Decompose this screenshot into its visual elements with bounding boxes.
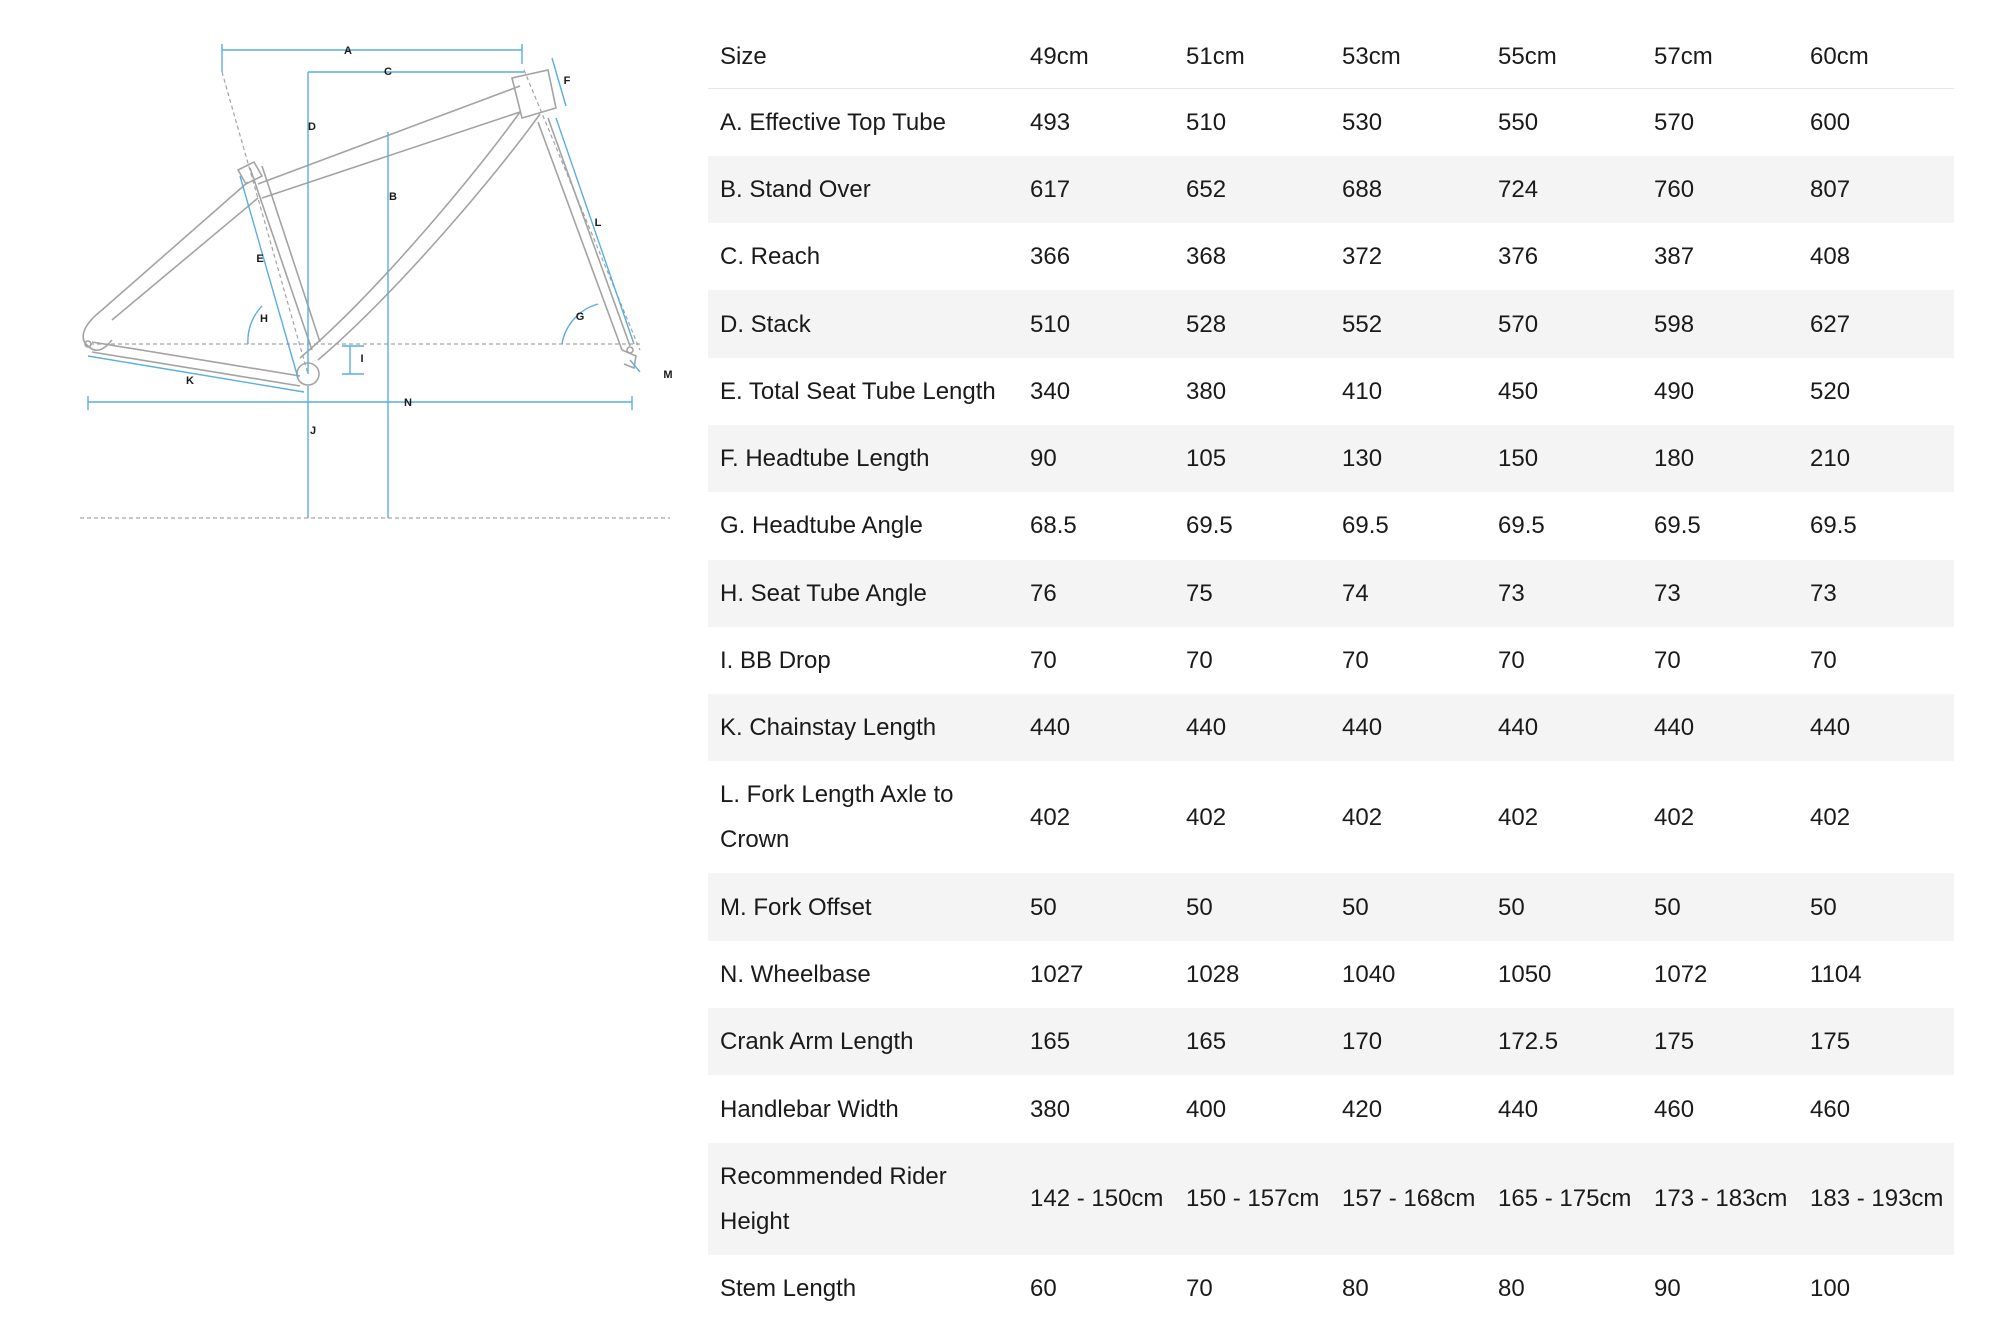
- marker-e: E: [256, 253, 264, 265]
- row-label: G. Headtube Angle: [720, 512, 923, 540]
- table-row: [708, 89, 1954, 156]
- header-49cm: 49cm: [1018, 24, 1174, 89]
- row-value: 440: [1498, 1095, 1539, 1123]
- row-value: 73: [1810, 579, 1837, 607]
- marker-k: K: [186, 375, 194, 387]
- row-value: 80: [1342, 1274, 1369, 1302]
- row-value: 402: [1342, 803, 1383, 831]
- row-value: 1072: [1654, 960, 1708, 988]
- row-value: 73: [1654, 579, 1681, 607]
- table-row: [708, 694, 1954, 761]
- row-value: 570: [1654, 108, 1695, 136]
- row-value: 617: [1030, 175, 1071, 203]
- table-row: [708, 560, 1954, 627]
- geometry-table: [708, 24, 1954, 1322]
- row-label: F. Headtube Length: [720, 445, 930, 473]
- marker-l: L: [594, 217, 602, 229]
- row-value: 520: [1810, 377, 1851, 405]
- row-value: 440: [1810, 714, 1851, 742]
- row-value: 73: [1498, 579, 1525, 607]
- row-value: 376: [1498, 243, 1539, 271]
- row-value: 76: [1030, 579, 1057, 607]
- row-value: 402: [1030, 803, 1071, 831]
- row-value: 440: [1030, 714, 1071, 742]
- row-value: 408: [1810, 243, 1851, 271]
- row-value: 460: [1810, 1095, 1851, 1123]
- angle-h: [248, 306, 262, 344]
- row-value: 50: [1186, 893, 1213, 921]
- row-value: 380: [1186, 377, 1227, 405]
- row-value: 69.5: [1186, 512, 1233, 540]
- table-row: [708, 761, 1954, 873]
- row-value: 400: [1186, 1095, 1227, 1123]
- row-value: 90: [1030, 445, 1057, 473]
- row-label: Handlebar Width: [720, 1095, 899, 1123]
- row-value: 1028: [1186, 960, 1240, 988]
- head-tube: [512, 70, 556, 118]
- row-value: 410: [1342, 377, 1383, 405]
- marker-j: J: [309, 425, 317, 437]
- row-value: 175: [1810, 1028, 1851, 1056]
- row-value: 510: [1186, 108, 1227, 136]
- row-value: 150: [1498, 445, 1539, 473]
- row-value: 60: [1030, 1274, 1057, 1302]
- header-57cm: 57cm: [1642, 24, 1798, 89]
- row-label: A. Effective Top Tube: [720, 108, 946, 136]
- row-label: N. Wheelbase: [720, 960, 871, 988]
- chain-stay: [92, 342, 300, 386]
- row-value: 70: [1498, 647, 1525, 675]
- row-value: 600: [1810, 108, 1851, 136]
- table-row: [708, 358, 1954, 425]
- marker-m: M: [663, 369, 673, 381]
- row-value: 340: [1030, 377, 1071, 405]
- row-label: B. Stand Over: [720, 175, 871, 203]
- table-row: [708, 941, 1954, 1008]
- table-row: [708, 1008, 1954, 1075]
- table-row: [708, 156, 1954, 223]
- row-value: 70: [1186, 647, 1213, 675]
- row-value: 50: [1342, 893, 1369, 921]
- row-label: C. Reach: [720, 243, 821, 271]
- row-value: 440: [1342, 714, 1383, 742]
- row-value: 440: [1186, 714, 1227, 742]
- row-value: 652: [1186, 175, 1227, 203]
- row-value: 387: [1654, 243, 1695, 271]
- marker-g: G: [575, 311, 585, 323]
- row-value: 1104: [1810, 960, 1862, 988]
- row-value: 70: [1810, 647, 1837, 675]
- row-value: 157 - 168cm: [1342, 1185, 1476, 1213]
- row-value: 105: [1186, 445, 1227, 473]
- row-value: 528: [1186, 310, 1227, 338]
- row-value: 420: [1342, 1095, 1383, 1123]
- row-value: 530: [1342, 108, 1383, 136]
- row-label: H. Seat Tube Angle: [720, 579, 927, 607]
- table-row: [708, 1075, 1954, 1142]
- row-value: 69.5: [1654, 512, 1701, 540]
- row-label: I. BB Drop: [720, 647, 831, 675]
- row-value: 70: [1030, 647, 1057, 675]
- row-value: 402: [1498, 803, 1539, 831]
- table-row: [708, 627, 1954, 694]
- row-value: 173 - 183cm: [1654, 1185, 1788, 1213]
- row-value: 440: [1654, 714, 1695, 742]
- row-value: 627: [1810, 310, 1851, 338]
- row-value: 552: [1342, 310, 1383, 338]
- row-value: 70: [1186, 1274, 1213, 1302]
- row-label: L. Fork Length Axle to Crown: [720, 781, 954, 854]
- row-value: 50: [1810, 893, 1837, 921]
- header-60cm: 60cm: [1798, 24, 1954, 89]
- row-value: 1050: [1498, 960, 1552, 988]
- row-label: K. Chainstay Length: [720, 714, 937, 742]
- seat-stay: [102, 182, 258, 320]
- row-value: 100: [1810, 1274, 1851, 1302]
- row-value: 50: [1654, 893, 1681, 921]
- row-value: 172.5: [1498, 1028, 1559, 1056]
- row-value: 183 - 193cm: [1810, 1185, 1944, 1213]
- dim-l: [556, 118, 634, 344]
- table-row: [708, 1255, 1954, 1322]
- down-tube: [300, 112, 540, 360]
- table-row: [708, 223, 1954, 290]
- marker-i: I: [360, 353, 364, 365]
- row-value: 440: [1498, 714, 1539, 742]
- row-label: E. Total Seat Tube Length: [720, 377, 996, 405]
- row-value: 70: [1654, 647, 1681, 675]
- marker-d: D: [308, 121, 316, 133]
- row-value: 402: [1654, 803, 1695, 831]
- marker-b: B: [389, 191, 397, 203]
- angle-g: [562, 304, 598, 344]
- dim-e: [240, 176, 298, 378]
- row-value: 90: [1654, 1274, 1681, 1302]
- row-value: 402: [1810, 803, 1851, 831]
- row-value: 807: [1810, 175, 1851, 203]
- table-row: [708, 873, 1954, 940]
- header-row: [708, 24, 1954, 89]
- table-row: [708, 425, 1954, 492]
- row-value: 1027: [1030, 960, 1084, 988]
- row-value: 170: [1342, 1028, 1383, 1056]
- row-value: 368: [1186, 243, 1227, 271]
- row-value: 69.5: [1810, 512, 1857, 540]
- marker-n: N: [404, 397, 412, 409]
- marker-a: A: [344, 45, 352, 57]
- row-value: 150 - 157cm: [1186, 1185, 1320, 1213]
- row-value: 142 - 150cm: [1030, 1185, 1164, 1213]
- row-value: 493: [1030, 108, 1071, 136]
- row-label: Crank Arm Length: [720, 1028, 914, 1056]
- dim-k: [88, 356, 304, 392]
- marker-h: H: [260, 313, 268, 325]
- row-value: 1040: [1342, 960, 1396, 988]
- row-value: 550: [1498, 108, 1539, 136]
- row-value: 724: [1498, 175, 1539, 203]
- row-label: Stem Length: [720, 1274, 857, 1302]
- row-value: 50: [1030, 893, 1057, 921]
- row-value: 372: [1342, 243, 1383, 271]
- header-53cm: 53cm: [1330, 24, 1486, 89]
- row-label: Recommended Rider Height: [720, 1162, 947, 1235]
- row-value: 69.5: [1498, 512, 1545, 540]
- row-value: 69.5: [1342, 512, 1389, 540]
- row-value: 450: [1498, 377, 1539, 405]
- row-value: 80: [1498, 1274, 1525, 1302]
- row-value: 460: [1654, 1095, 1695, 1123]
- row-value: 688: [1342, 175, 1383, 203]
- marker-f: F: [563, 75, 571, 87]
- row-value: 570: [1498, 310, 1539, 338]
- row-value: 50: [1498, 893, 1525, 921]
- header-size: Size: [708, 24, 1018, 89]
- row-value: 68.5: [1030, 512, 1077, 540]
- row-value: 380: [1030, 1095, 1071, 1123]
- row-label: M. Fork Offset: [720, 893, 872, 921]
- header-51cm: 51cm: [1174, 24, 1330, 89]
- table-row: [708, 1143, 1954, 1255]
- top-tube: [258, 86, 520, 198]
- table-row: [708, 290, 1954, 357]
- row-value: 180: [1654, 445, 1695, 473]
- row-value: 70: [1342, 647, 1369, 675]
- row-label: D. Stack: [720, 310, 811, 338]
- header-55cm: 55cm: [1486, 24, 1642, 89]
- row-value: 130: [1342, 445, 1383, 473]
- marker-c: C: [384, 66, 392, 78]
- row-value: 165 - 175cm: [1498, 1185, 1632, 1213]
- row-value: 165: [1186, 1028, 1227, 1056]
- row-value: 74: [1342, 579, 1369, 607]
- row-value: 75: [1186, 579, 1213, 607]
- row-value: 510: [1030, 310, 1071, 338]
- row-value: 402: [1186, 803, 1227, 831]
- row-value: 490: [1654, 377, 1695, 405]
- row-value: 366: [1030, 243, 1071, 271]
- row-value: 175: [1654, 1028, 1695, 1056]
- row-value: 598: [1654, 310, 1695, 338]
- table-row: [708, 492, 1954, 559]
- row-value: 165: [1030, 1028, 1071, 1056]
- frame-geometry-diagram: [0, 0, 700, 560]
- row-value: 760: [1654, 175, 1695, 203]
- row-value: 210: [1810, 445, 1851, 473]
